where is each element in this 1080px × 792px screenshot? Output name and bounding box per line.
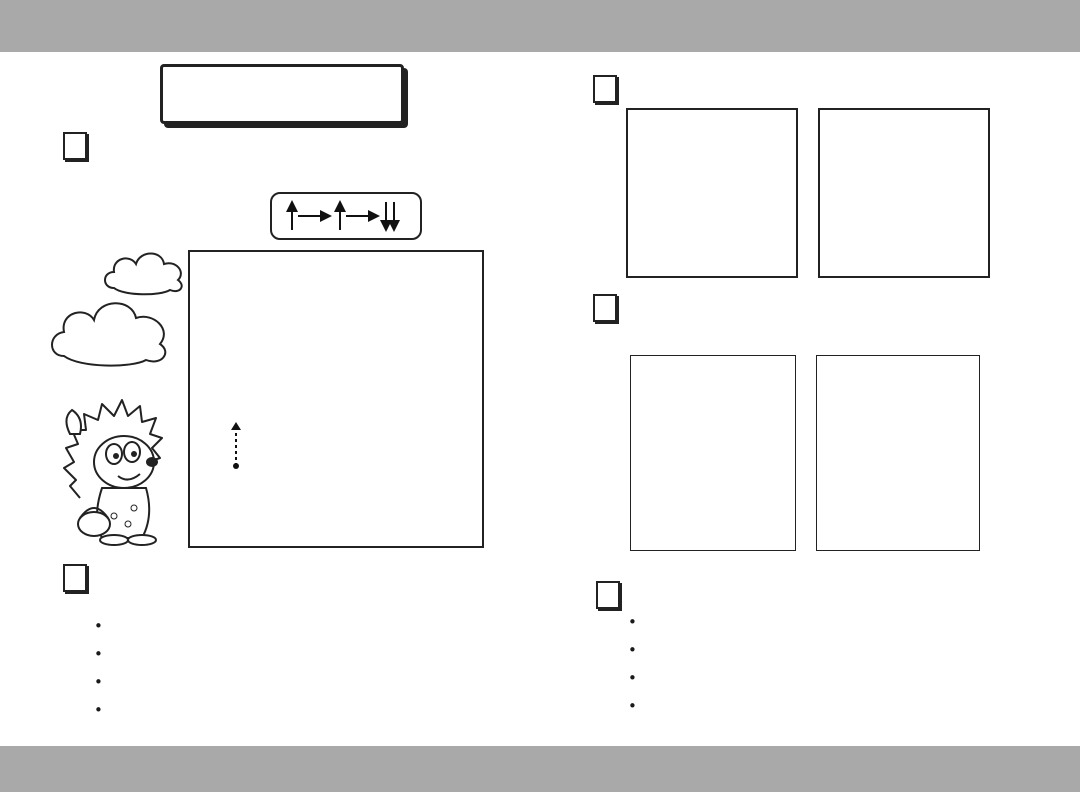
task4-number bbox=[593, 294, 617, 322]
lesson-title bbox=[160, 64, 404, 124]
task5-bullet: • bbox=[628, 613, 637, 631]
task5-bullet: • bbox=[628, 669, 637, 687]
header-band bbox=[0, 0, 1080, 52]
arrow-icon bbox=[272, 194, 420, 238]
task5-bullet: • bbox=[628, 697, 637, 715]
start-arrow-icon bbox=[226, 420, 246, 472]
hedgehog-icon bbox=[62, 388, 172, 548]
task1-number bbox=[63, 132, 87, 160]
cloud-icon bbox=[100, 244, 188, 296]
mushroom-grid bbox=[188, 250, 484, 548]
task5-bullet: • bbox=[628, 641, 637, 659]
snowflake-grid-empty[interactable] bbox=[816, 355, 980, 551]
faces-grid-right bbox=[818, 108, 990, 278]
faces-grid-left bbox=[626, 108, 798, 278]
task2-bullet: • bbox=[94, 701, 103, 719]
cloud-icon bbox=[46, 290, 176, 368]
task5-number bbox=[596, 581, 620, 609]
task2-bullet: • bbox=[94, 673, 103, 691]
task3-number bbox=[593, 75, 617, 103]
snowflake-grid-sample bbox=[630, 355, 796, 551]
decor-icons-bottom bbox=[0, 746, 1080, 792]
right-page bbox=[540, 52, 1080, 746]
task2-bullet: • bbox=[94, 617, 103, 635]
task2-bullet: • bbox=[94, 645, 103, 663]
direction-scheme bbox=[270, 192, 422, 240]
task2-number bbox=[63, 564, 87, 592]
footer-band bbox=[0, 746, 1080, 792]
decor-icons-top bbox=[0, 0, 1080, 52]
